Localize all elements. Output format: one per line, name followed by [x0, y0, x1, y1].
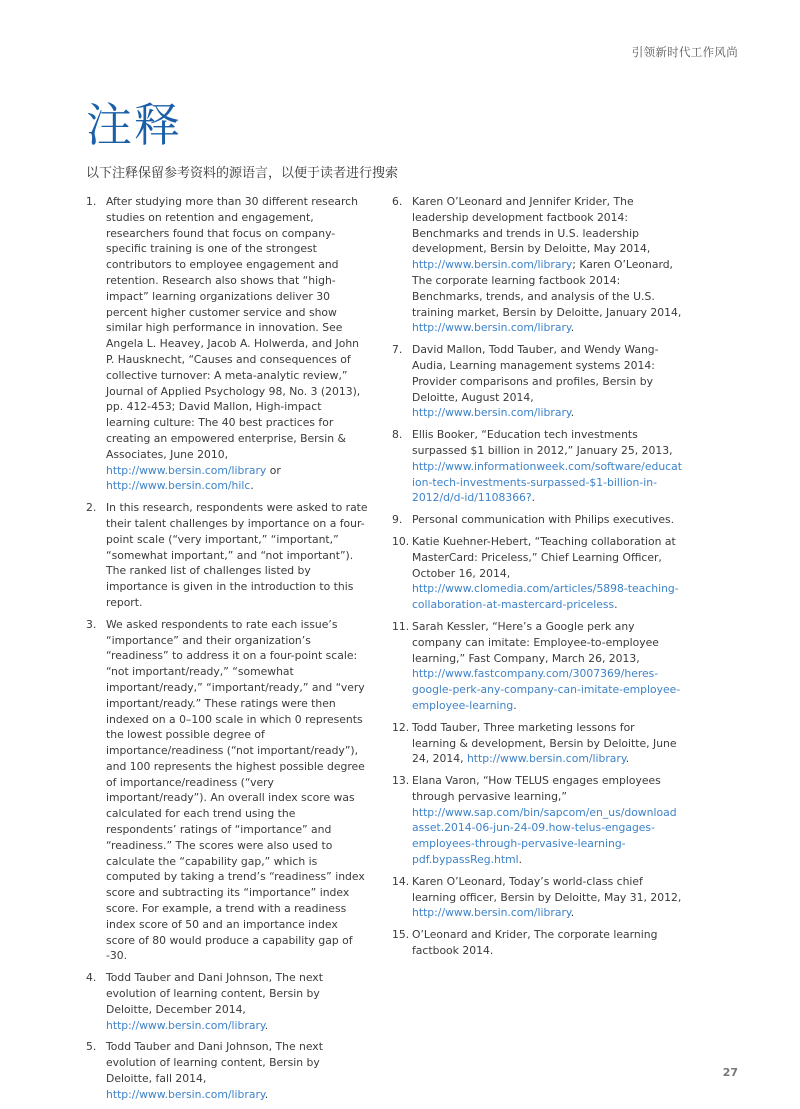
note-item: [392, 534, 682, 613]
note-text: O’Leonard and Krider, The corporate learning factbook 2014.: [412, 928, 658, 958]
note-item: [86, 970, 368, 1033]
running-header: 引领新时代工作风尚: [631, 45, 738, 59]
note-item: [392, 927, 682, 959]
note-text: Sarah Kessler, “Here’s a Google perk any company can imitate: Employee-to-employee learning,” Fast Company, March 26, 2013, http://www.fastcompany.com/3007369/heres-google-perk-any-company-can-imitate-employee-employee-learning.: [412, 619, 681, 712]
note-number: 4.: [86, 971, 97, 985]
reference-link[interactable]: http://www.bersin.com/library: [106, 463, 267, 477]
note-text: Karen O’Leonard, Today’s world-class chief learning officer, Bersin by Deloitte, May 31, 2012, http://www.bersin.com/library.: [412, 874, 682, 920]
note-number: 13.: [392, 774, 410, 788]
note-item: [392, 874, 682, 921]
note-number: 11.: [392, 619, 410, 633]
note-text: Elana Varon, “How TELUS engages employees through pervasive learning,” http://www.sap.com/bin/sapcom/en_us/downloadasset.2014-06-jun-24-09.how-telus-engages-employees-through-pervasive-learning-pdf.bypassReg.html.: [412, 774, 677, 867]
reference-link[interactable]: http://www.fastcompany.com/3007369/heres-google-perk-any-company-can-imitate-employee-employee-learning: [412, 667, 681, 712]
note-text: David Mallon, Todd Tauber, and Wendy Wang-Audia, Learning management systems 2014: Provider comparisons and profiles, Bersin by Deloitte, August 2014, http://www.bersin.com/library.: [412, 343, 659, 420]
page-subtitle: 以下注释保留参考资料的源语言，以便于读者进行搜索: [86, 166, 399, 181]
note-item: [86, 617, 368, 965]
page-number: 27: [722, 1066, 738, 1079]
note-item: [392, 773, 682, 868]
note-item: [392, 720, 682, 767]
note-item: [392, 427, 682, 506]
reference-link[interactable]: http://www.clomedia.com/articles/5898-teaching-collaboration-at-mastercard-priceless: [412, 582, 679, 612]
note-number: 12.: [392, 720, 410, 734]
note-number: 6.: [392, 195, 403, 208]
note-item: [392, 619, 682, 714]
note-text: After studying more than 30 different research studies on retention and engagement, researchers found that focus on company-specific training is one of the strongest contributors to employee engagement and retention. Research also shows that “high-impact” learning organizations deliver 30 percent higher customer service and show similar high performance in innovation. See Angela L. Heavey, Jacob A. Holwerda, and John P. Hausknecht, “Causes and consequences of collective turnover: A meta-analytic review,” Journal of Applied Psychology 98, No. 3 (2013), pp. 412-453; David Mallon, High-impact learning culture: The 40 best practices for creating an empowered enterprise, Bersin & Associates, June 2010, http://www.bersin.com/library or http://www.bersin.com/hilc.: [106, 195, 361, 493]
note-number: 1.: [86, 195, 97, 208]
note-text: Todd Tauber and Dani Johnson, The next evolution of learning content, Bersin by Deloitte, December 2014, http://www.bersin.com/library.: [106, 971, 323, 1032]
reference-link[interactable]: http://www.sap.com/bin/sapcom/en_us/downloadasset.2014-06-jun-24-09.how-telus-engages-employees-through-pervasive-learning-pdf.bypassReg.html: [412, 805, 677, 867]
note-item: [392, 194, 682, 336]
note-text: Todd Tauber, Three marketing lessons for learning & development, Bersin by Deloitte, June 24, 2014, http://www.bersin.com/library.: [412, 720, 677, 766]
reference-link[interactable]: http://www.bersin.com/library: [412, 406, 571, 420]
reference-link[interactable]: http://www.bersin.com/hilc: [106, 479, 251, 493]
note-number: 10.: [392, 534, 410, 548]
note-text: We asked respondents to rate each issue’s “importance” and their organization’s “readiness” to address it on a four-point scale: “not important/ready,” “somewhat important/ready,” “important/ready,” and “very important/ready.” These ratings were then indexed on a 0–100 scale in which 0 represents the lowest possible degree of importance/readiness (“not important/ready”), and 100 represents the highest possible degree of importance/readiness (“very important/ready”). An overall index score was calculated for each trend using the respondents’ ratings of “importance” and “readiness.” The scores were also used to calculate the “capability gap,” which is computed by taking a trend’s “readiness” index score and subtracting its “importance” index score. For example, a trend with a readiness index score of 50 and an importance index score of 80 would produce a capability gap of -30.: [106, 617, 365, 963]
note-number: 2.: [86, 501, 97, 515]
note-text: Ellis Booker, “Education tech investments surpassed $1 billion in 2012,” January 25, 2013, http://www.informationweek.com/software/education-tech-investments-surpassed-$1-billion-in-2012/d/d-id/1108366?.: [412, 428, 682, 505]
note-item: [86, 500, 368, 611]
note-item: [86, 1039, 368, 1102]
reference-link[interactable]: http://www.bersin.com/library: [106, 1018, 265, 1032]
note-item: [392, 342, 682, 421]
reference-link[interactable]: http://www.bersin.com/library: [412, 258, 573, 272]
note-text: Todd Tauber and Dani Johnson, The next evolution of learning content, Bersin by Deloitte, fall 2014, http://www.bersin.com/library.: [106, 1040, 323, 1101]
reference-link[interactable]: http://www.bersin.com/library: [412, 321, 571, 335]
note-number: 7.: [392, 343, 403, 357]
note-item: [86, 194, 368, 494]
note-text: In this research, respondents were asked to rate their talent challenges by importance on a four-point scale (“very important,” “important,” “somewhat important,” and “not important”). The ranked list of challenges listed by importance is given in the introduction to this report.: [106, 501, 368, 609]
note-number: 3.: [86, 617, 97, 631]
reference-link[interactable]: http://www.informationweek.com/software/education-tech-investments-surpassed-$1-billion-in-2012/d/d-id/1108366?: [412, 459, 682, 505]
note-text: Katie Kuehner-Hebert, “Teaching collaboration at MasterCard: Priceless,” Chief Learning Officer, October 16, 2014, http://www.clomedia.com/articles/5898-teaching-collaboration-at-mastercard-priceless.: [412, 534, 679, 612]
notes-column-left: [86, 194, 368, 1109]
note-text: Karen O’Leonard and Jennifer Krider, The leadership development factbook 2014: Benchmarks and trends in U.S. leadership development, Bersin by Deloitte, May 2014, http://www.bersin.com/library; Karen O’Leonard, The corporate learning factbook 2014: Benchmarks, trends, and analysis of the U.S. training market, Bersin by Deloitte, January 2014, http://www.bersin.com/library.: [412, 195, 682, 335]
reference-link[interactable]: http://www.bersin.com/library: [106, 1087, 265, 1101]
note-text: Personal communication with Philips executives.: [412, 513, 675, 527]
note-number: 9.: [392, 513, 403, 527]
reference-link[interactable]: http://www.bersin.com/library: [466, 752, 626, 766]
page-title: 注释: [86, 98, 182, 152]
note-number: 8.: [392, 428, 403, 442]
note-item: [392, 512, 682, 528]
notes-column-right: [392, 194, 682, 965]
note-number: 14.: [392, 874, 410, 888]
note-number: 15.: [392, 928, 410, 942]
note-number: 5.: [86, 1040, 97, 1054]
reference-link[interactable]: http://www.bersin.com/library: [412, 906, 571, 920]
